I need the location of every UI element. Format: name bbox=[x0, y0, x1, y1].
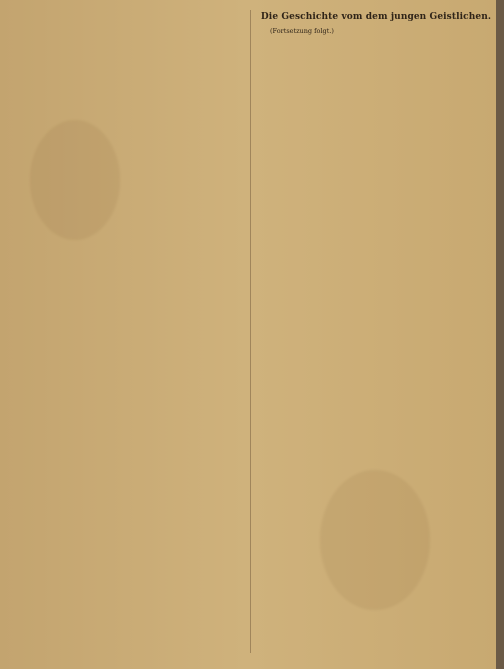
article-heading: Die Geschichte vom dem jungen Geistlichen. bbox=[260, 12, 492, 22]
continuation-note: (Fortsetzung folgt.) bbox=[270, 27, 334, 35]
column-divider bbox=[250, 10, 251, 653]
left-column bbox=[16, 10, 248, 653]
right-column bbox=[260, 10, 492, 653]
